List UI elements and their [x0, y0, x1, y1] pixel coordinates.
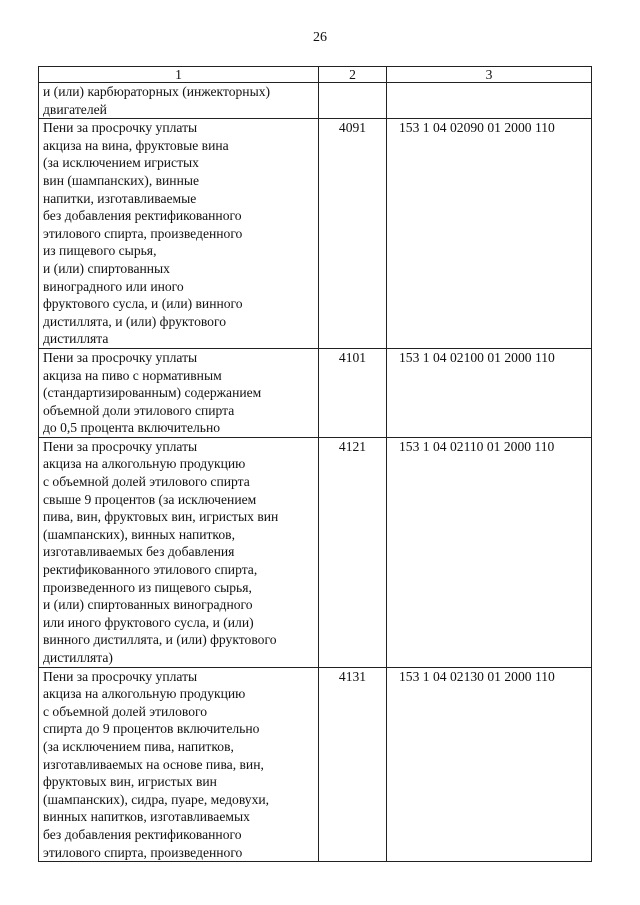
table-row [39, 667, 592, 862]
description-line: ректификованного этилового спирта, [43, 562, 258, 578]
description-line: с объемной долей этилового [43, 703, 208, 719]
description-line: фруктового сусла, и (или) винного [43, 296, 243, 312]
description-line: Пени за просрочку уплаты [43, 438, 198, 454]
budget-classification-code: 153 1 04 02110 01 2000 110 [387, 437, 592, 667]
table-row [39, 83, 592, 119]
payment-code: 4101 [319, 348, 387, 437]
description-line: акциза на алкогольную продукцию [43, 686, 246, 702]
description-line: (стандартизированным) содержанием [43, 385, 262, 401]
description-line: пива, вин, фруктовых вин, игристых вин [43, 509, 279, 525]
description-line: без добавления ректификованного [43, 208, 242, 224]
column-header-1: 1 [39, 67, 319, 83]
payment-description [39, 667, 319, 862]
table-row [39, 348, 592, 437]
table-body [39, 83, 592, 862]
payment-code: 4131 [319, 667, 387, 862]
payment-description [39, 437, 319, 667]
payment-description [39, 348, 319, 437]
budget-classification-code: 153 1 04 02130 01 2000 110 [387, 667, 592, 862]
description-line: напитки, изготавливаемые [43, 190, 197, 206]
description-line: (шампанских), винных напитков, [43, 526, 235, 542]
budget-classification-code: 153 1 04 02090 01 2000 110 [387, 119, 592, 349]
description-line: винного дистиллята, и (или) фруктового [43, 632, 277, 648]
description-line: акциза на алкогольную продукцию [43, 456, 246, 472]
description-line: дистиллята) [43, 650, 113, 665]
page-number: 26 [313, 30, 327, 45]
table-row [39, 437, 592, 667]
description-line: и (или) карбюраторных (инжекторных) [43, 84, 271, 99]
description-line: дистиллята, и (или) фруктового [43, 313, 227, 329]
description-line: Пени за просрочку уплаты [43, 120, 198, 136]
description-line: винных напитков, изготавливаемых [43, 809, 250, 825]
payment-code: 4091 [319, 119, 387, 349]
data-table [38, 66, 592, 862]
payment-code: 4121 [319, 437, 387, 667]
description-line: или иного фруктового сусла, и (или) [43, 614, 254, 630]
description-line: объемной доли этилового спирта [43, 402, 235, 418]
description-line: до 0,5 процента включительно [43, 420, 221, 436]
description-line: вин (шампанских), винные [43, 172, 200, 188]
description-line: Пени за просрочку уплаты [43, 349, 198, 365]
description-line: двигателей [43, 101, 107, 117]
description-line: (за исключением игристых [43, 155, 199, 171]
table-header-row [39, 67, 592, 83]
table-row [39, 119, 592, 349]
description-line: дистиллята [43, 331, 109, 347]
description-line: виноградного или иного [43, 278, 184, 294]
payment-description [39, 119, 319, 349]
description-line: без добавления ректификованного [43, 826, 242, 842]
description-line: этилового спирта, произведенного [43, 225, 243, 241]
description-line: изготавливаемых на основе пива, вин, [43, 756, 264, 772]
column-header-3: 3 [387, 67, 592, 83]
payment-code [319, 83, 387, 119]
description-line: спирта до 9 процентов включительно [43, 721, 260, 737]
description-line: произведенного из пищевого сырья, [43, 579, 252, 595]
description-line: акциза на вина, фруктовые вина [43, 137, 229, 153]
description-line: изготавливаемых без добавления [43, 544, 235, 560]
description-line: и (или) спиртованных виноградного [43, 597, 253, 613]
budget-classification-code [387, 83, 592, 119]
description-line: Пени за просрочку уплаты [43, 668, 198, 684]
description-line: из пищевого сырья, [43, 243, 157, 259]
description-line: этилового спирта, произведенного [43, 844, 243, 860]
budget-classification-code: 153 1 04 02100 01 2000 110 [387, 348, 592, 437]
description-line: (за исключением пива, напитков, [43, 738, 234, 754]
description-line: акциза на пиво с нормативным [43, 367, 222, 383]
description-line: с объемной долей этилового спирта [43, 474, 250, 490]
description-line: фруктовых вин, игристых вин [43, 774, 217, 790]
description-line: свыше 9 процентов (за исключением [43, 491, 257, 507]
column-header-2: 2 [319, 67, 387, 83]
description-line: (шампанских), сидра, пуаре, медовухи, [43, 791, 270, 807]
payment-description [39, 83, 319, 119]
description-line: и (или) спиртованных [43, 260, 170, 276]
